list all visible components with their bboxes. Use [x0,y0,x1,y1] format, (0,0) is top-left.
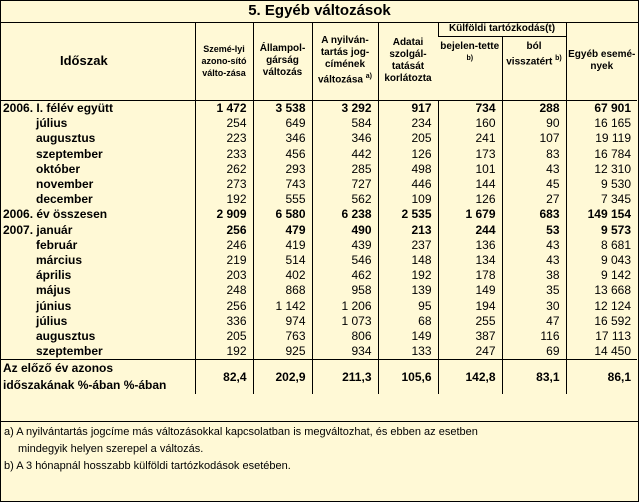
cell-value: 14 450 [566,344,637,360]
cell-value: 1 206 [312,299,378,314]
cell-value: 3 538 [253,101,312,117]
cell-value: 53 [502,223,566,238]
table-row [0,314,637,329]
cell-value: 1 472 [195,101,253,117]
cell-value: 69 [502,344,566,360]
cell-value: 6 580 [253,207,312,222]
cell-value: 256 [195,223,253,238]
cell-value: 498 [378,162,438,177]
cell-value: 149 154 [566,207,637,222]
table-header [0,22,637,101]
cell-value: 43 [502,162,566,177]
column-group-abroad: Külföldi tartózkodás(t) [438,22,566,37]
summary-value: 142,8 [438,360,502,395]
table-row [0,268,637,283]
row-label: október [36,161,81,176]
cell-value: 144 [438,177,502,192]
cell-value: 45 [502,177,566,192]
cell-value: 83 [502,147,566,162]
cell-value: 256 [195,299,253,314]
footnote-a-line1: a) A nyilvántartás jogcíme más változásokkal kapcsolatban is megváltozhat, és ebben az esetben [4,426,478,438]
cell-value: 293 [253,162,312,177]
cell-value: 262 [195,162,253,177]
row-label: december [36,192,93,207]
cell-value: 6 238 [312,207,378,222]
summary-value: 202,9 [253,360,312,395]
table-row [0,101,637,117]
column-header-returned [502,37,566,101]
cell-value: 192 [195,192,253,207]
cell-value: 126 [438,192,502,207]
cell-value: 237 [378,238,438,253]
row-label: 2006. év összesen [3,207,108,222]
cell-value: 958 [312,283,378,298]
table-row [0,283,637,298]
table-row [0,131,637,146]
cell-value: 90 [502,116,566,131]
summary-value: 82,4 [195,360,253,395]
cell-value: 1 073 [312,314,378,329]
cell-value: 683 [502,207,566,222]
column-header-registration-title [312,22,378,101]
cell-value: 109 [378,192,438,207]
cell-value: 203 [195,268,253,283]
cell-value: 336 [195,314,253,329]
cell-value: 194 [438,299,502,314]
footnotes [4,424,634,475]
cell-value: 12 310 [566,162,637,177]
cell-value: 285 [312,162,378,177]
row-label: június [36,298,72,313]
changes-table [0,22,637,394]
cell-value: 116 [502,329,566,344]
cell-value: 925 [253,344,312,360]
row-label: 2006. I. félév együtt [3,101,114,115]
table-row [0,162,637,177]
cell-value: 17 113 [566,329,637,344]
row-label: május [36,283,71,298]
cell-value: 38 [502,268,566,283]
cell-value: 178 [438,268,502,283]
cell-value: 134 [438,253,502,268]
cell-value: 743 [253,177,312,192]
cell-value: 514 [253,253,312,268]
summary-value: 86,1 [566,360,637,395]
cell-value: 9 530 [566,177,637,192]
cell-value: 67 901 [566,101,637,117]
cell-value: 173 [438,147,502,162]
footnote-b: b) A 3 hónapnál hosszabb külföldi tartózkodások esetében. [4,460,291,472]
cell-value: 9 142 [566,268,637,283]
cell-value: 192 [195,344,253,360]
row-label: szeptember [36,344,103,359]
summary-value: 83,1 [502,360,566,395]
cell-value: 584 [312,116,378,131]
cell-value: 95 [378,299,438,314]
cell-value: 346 [253,131,312,146]
column-header-returned-text: ból visszatért [506,41,553,68]
footnote-ref-b: b) [555,55,562,62]
cell-value: 16 165 [566,116,637,131]
summary-label-line2: időszakának %-ában %-ában [3,378,167,393]
cell-value: 9 043 [566,253,637,268]
cell-value: 868 [253,283,312,298]
cell-value: 43 [502,253,566,268]
footnote-ref-b: b) [466,55,474,62]
cell-value: 19 119 [566,131,637,146]
summary-label-line1: Az előző év azonos [3,361,114,376]
cell-value: 107 [502,131,566,146]
table-row [0,329,637,344]
column-header-reported-text: bejelen-tette [440,41,500,52]
cell-value: 734 [438,101,502,117]
row-label: április [36,268,72,283]
cell-value: 346 [312,131,378,146]
column-header-reported [438,37,502,101]
cell-value: 727 [312,177,378,192]
cell-value: 246 [195,238,253,253]
cell-value: 288 [502,101,566,117]
cell-value: 16 784 [566,147,637,162]
summary-row [0,360,637,395]
cell-value: 446 [378,177,438,192]
cell-value: 43 [502,238,566,253]
cell-value: 479 [253,223,312,238]
table-row [0,147,637,162]
cell-value: 133 [378,344,438,360]
cell-value: 12 124 [566,299,637,314]
table-row [0,116,637,131]
cell-value: 402 [253,268,312,283]
cell-value: 273 [195,177,253,192]
cell-value: 419 [253,238,312,253]
cell-value: 139 [378,283,438,298]
cell-value: 247 [438,344,502,360]
cell-value: 974 [253,314,312,329]
cell-value: 234 [378,116,438,131]
cell-value: 136 [438,238,502,253]
row-label: augusztus [36,131,96,146]
cell-value: 456 [253,147,312,162]
row-label: március [36,253,83,268]
column-header-citizenship: Állampol-gárság változás [253,22,312,101]
cell-value: 254 [195,116,253,131]
cell-value: 1 142 [253,299,312,314]
table-row [0,223,637,238]
cell-value: 546 [312,253,378,268]
footnote-a-line2: mindegyik helyen szerepel a változás. [18,443,204,455]
cell-value: 1 679 [438,207,502,222]
cell-value: 205 [378,131,438,146]
table-row [0,238,637,253]
cell-value: 9 573 [566,223,637,238]
row-label: augusztus [36,329,96,344]
cell-value: 917 [378,101,438,117]
row-label: november [36,177,94,192]
cell-value: 160 [438,116,502,131]
cell-value: 806 [312,329,378,344]
cell-value: 241 [438,131,502,146]
column-header-other-events: Egyéb esemé-nyek [566,22,637,101]
summary-label [0,360,195,395]
cell-value: 462 [312,268,378,283]
column-header-period: Időszak [0,22,195,101]
cell-value: 16 592 [566,314,637,329]
cell-value: 223 [195,131,253,146]
cell-value: 148 [378,253,438,268]
row-label: február [36,237,78,252]
summary-value: 211,3 [312,360,378,395]
table-row [0,299,637,314]
row-label: július [36,116,68,131]
cell-value: 649 [253,116,312,131]
table-body [0,101,637,395]
row-label: szeptember [36,146,103,161]
cell-value: 934 [312,344,378,360]
column-header-data-restriction: Adatai szolgál-tatását korlátozta [378,22,438,101]
cell-value: 555 [253,192,312,207]
cell-value: 219 [195,253,253,268]
cell-value: 233 [195,147,253,162]
table-row [0,344,637,360]
cell-value: 101 [438,162,502,177]
column-header-personal-id: Szemé-lyi azono-sító válto-zása [195,22,253,101]
cell-value: 126 [378,147,438,162]
page-title: 5. Egyéb változások [0,0,639,23]
cell-value: 27 [502,192,566,207]
cell-value: 30 [502,299,566,314]
row-label: július [36,313,68,328]
cell-value: 763 [253,329,312,344]
cell-value: 2 909 [195,207,253,222]
footnote-ref-a: a) [365,73,373,81]
cell-value: 192 [378,268,438,283]
summary-value: 105,6 [378,360,438,395]
cell-value: 213 [378,223,438,238]
cell-value: 244 [438,223,502,238]
cell-value: 149 [438,283,502,298]
cell-value: 562 [312,192,378,207]
cell-value: 248 [195,283,253,298]
cell-value: 442 [312,147,378,162]
cell-value: 3 292 [312,101,378,117]
cell-value: 47 [502,314,566,329]
cell-value: 35 [502,283,566,298]
cell-value: 2 535 [378,207,438,222]
row-label: 2007. január [3,222,73,237]
cell-value: 7 345 [566,192,637,207]
cell-value: 387 [438,329,502,344]
cell-value: 490 [312,223,378,238]
table-row [0,253,637,268]
cell-value: 8 681 [566,238,637,253]
cell-value: 255 [438,314,502,329]
footnote-divider [0,421,639,422]
cell-value: 13 668 [566,283,637,298]
cell-value: 439 [312,238,378,253]
column-header-registration-title-text: A nyilván-tartás jog-címének változása [317,35,370,86]
cell-value: 205 [195,329,253,344]
table-row [0,177,637,192]
cell-value: 68 [378,314,438,329]
table-row [0,207,637,222]
cell-value: 149 [378,329,438,344]
table-row [0,192,637,207]
